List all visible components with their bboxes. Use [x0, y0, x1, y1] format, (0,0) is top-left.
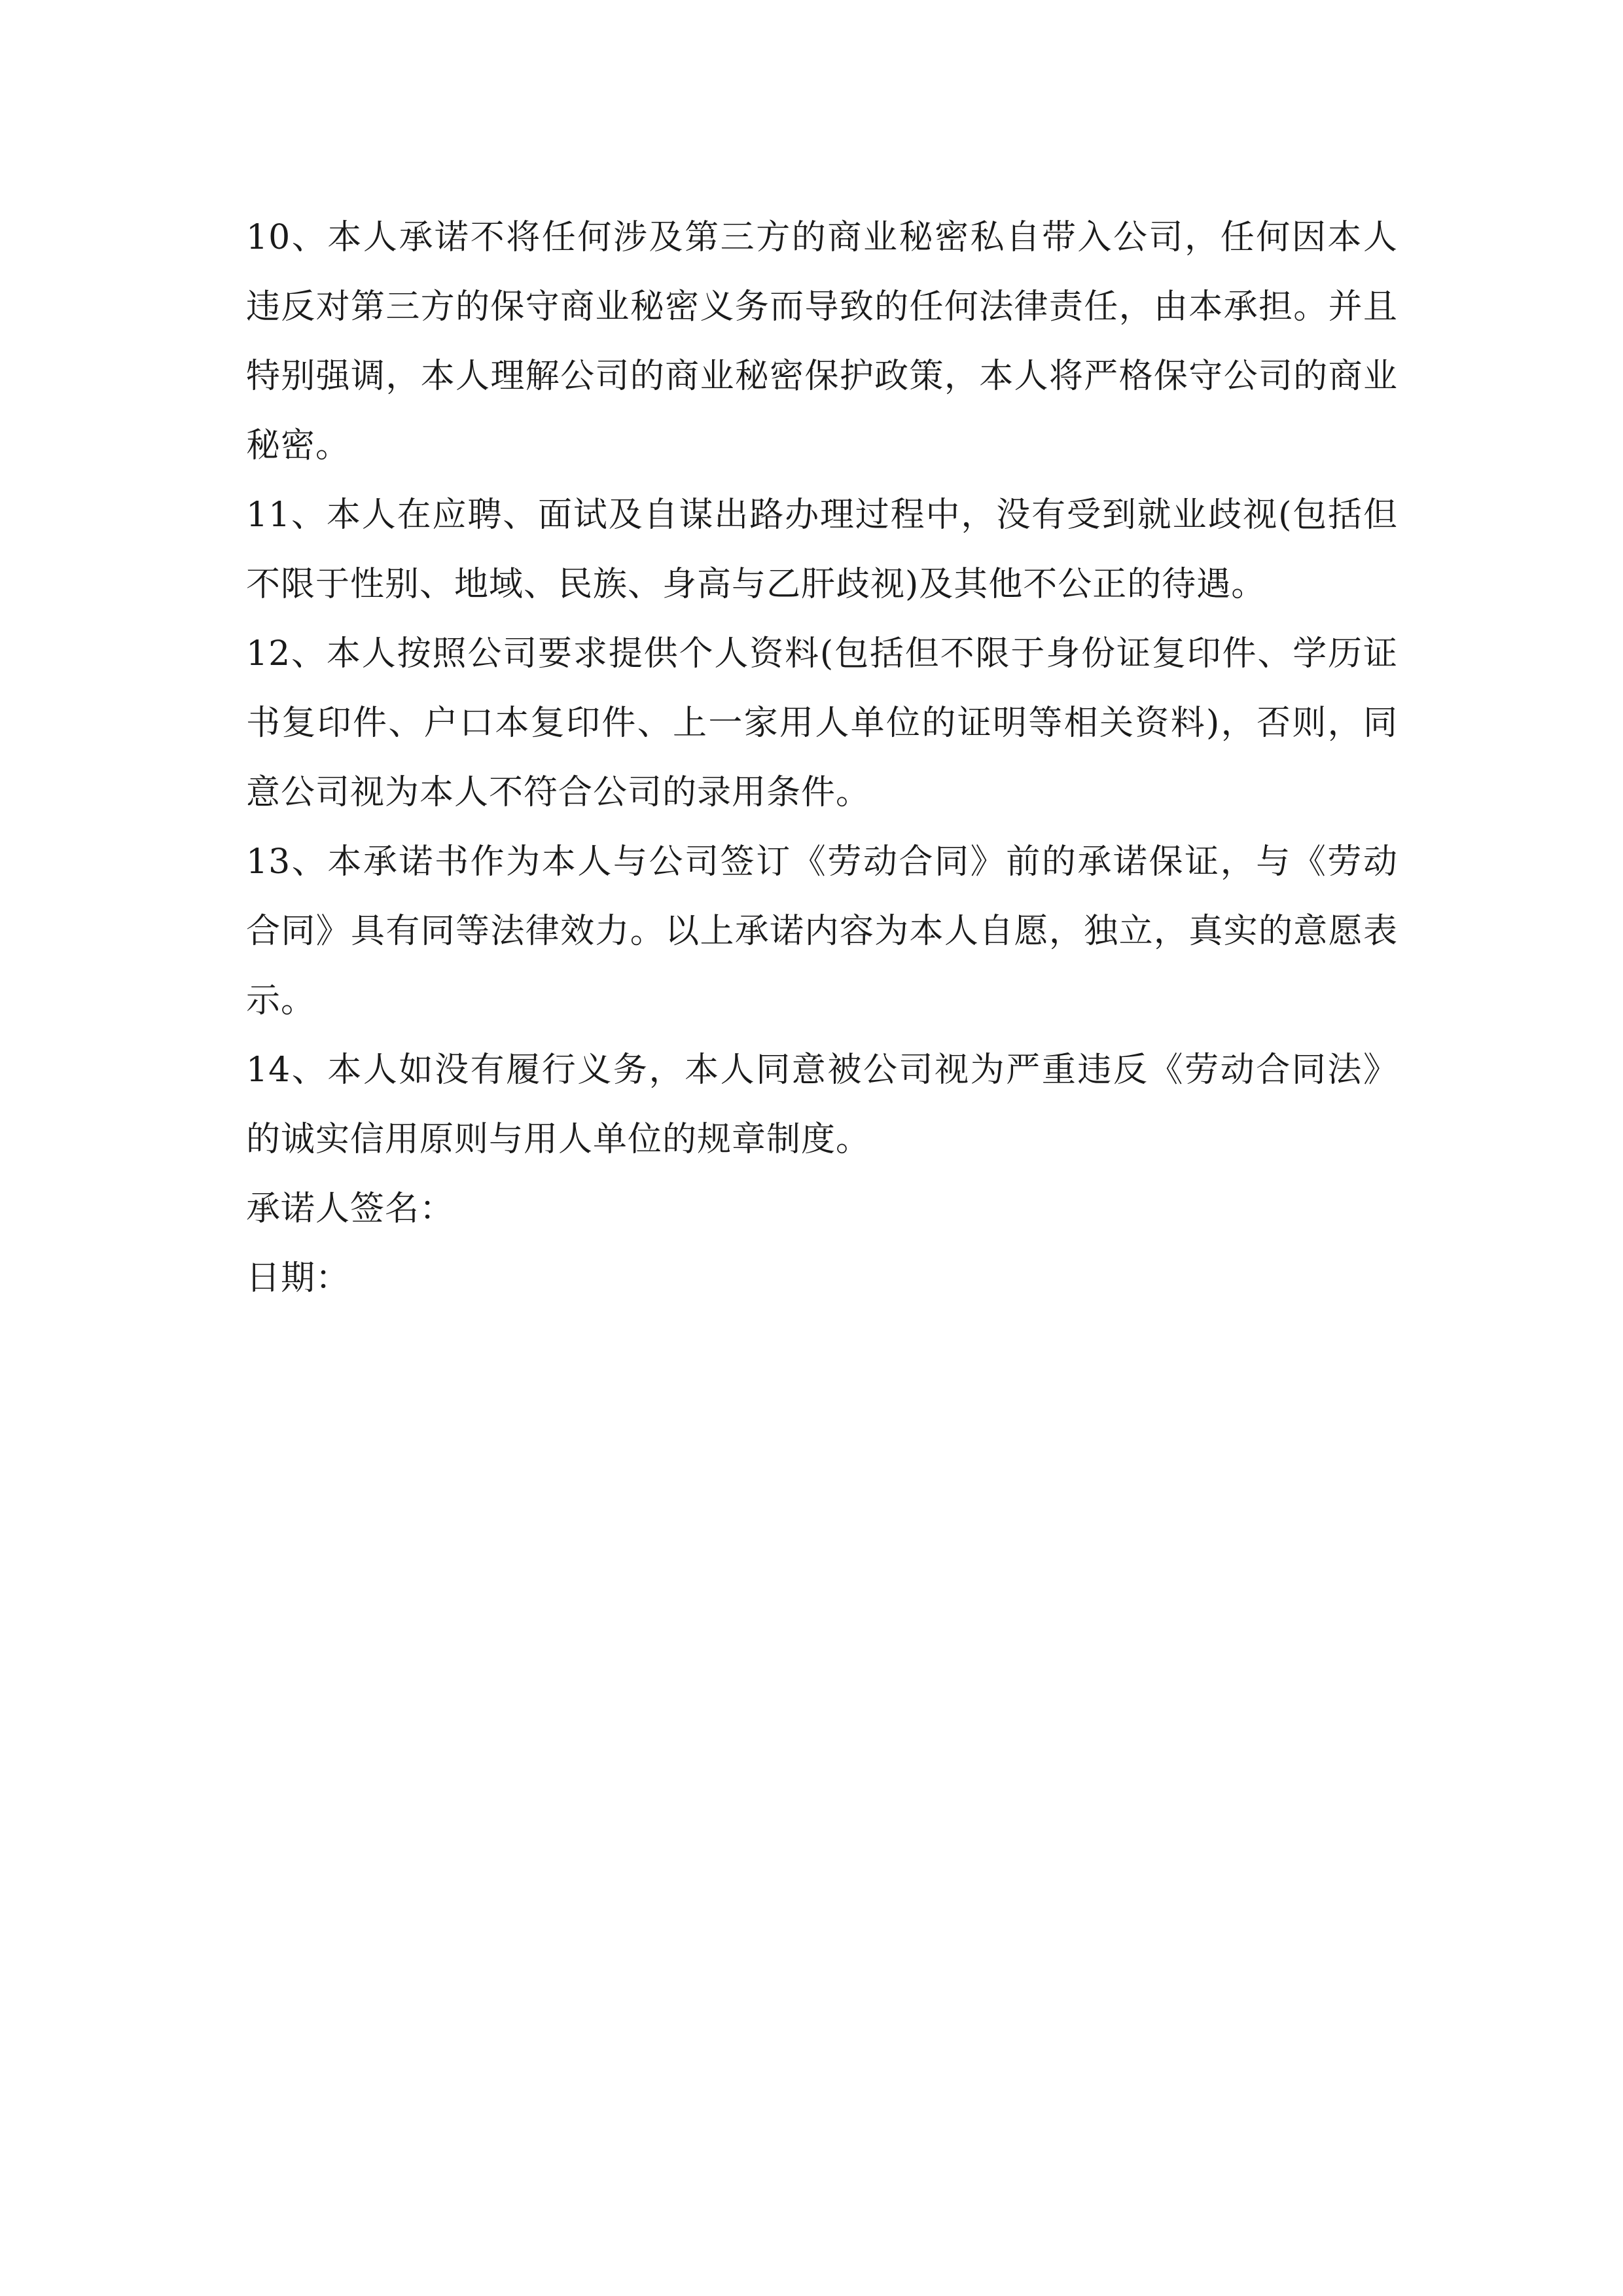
date-label: 日期： — [246, 1259, 351, 1298]
clause-12: 12、本人按照公司要求提供个人资料(包括但不限于身份证复印件、学历证书复印件、户口本复印件、上一家用人单位的证明等相关资料)，否则，同意公司视为本人不符合公司的录用条件。 — [246, 634, 1398, 812]
document-body — [246, 203, 1398, 1313]
clause-13: 13、本承诺书作为本人与公司签订《劳动合同》前的承诺保证，与《劳动合同》具有同等法律效力。以上承诺内容为本人自愿，独立，真实的意愿表示。 — [246, 842, 1398, 1020]
clause-10: 10、本人承诺不将任何涉及第三方的商业秘密私自带入公司，任何因本人违反对第三方的保守商业秘密义务而导致的任何法律责任，由本承担。并且特别强调，本人理解公司的商业秘密保护政策，本人将严格保守公司的商业秘密。 — [246, 218, 1398, 465]
signature-label: 承诺人签名： — [246, 1189, 455, 1229]
clause-14: 14、本人如没有履行义务，本人同意被公司视为严重违反《劳动合同法》的诚实信用原则与用人单位的规章制度。 — [246, 1050, 1398, 1159]
clause-11: 11、本人在应聘、面试及自谋出路办理过程中，没有受到就业歧视(包括但不限于性别、地域、民族、身高与乙肝歧视)及其他不公正的待遇。 — [246, 495, 1398, 604]
